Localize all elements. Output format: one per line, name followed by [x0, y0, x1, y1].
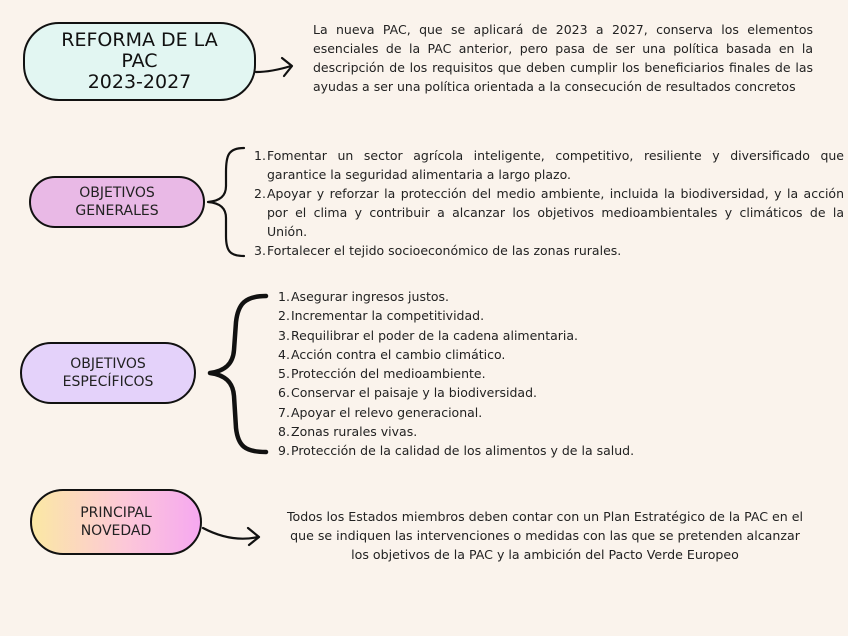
item-number: 3. [254, 243, 266, 258]
general-objectives-node: OBJETIVOS GENERALES [29, 176, 205, 228]
item-text: Conservar el paisaje y la biodiversidad. [291, 385, 537, 401]
item-number: 2. [254, 186, 266, 201]
novelty-paragraph: Todos los Estados miembros deben contar con un Plan Estratégico de la PAC en el que se indiquen las intervenciones o medidas con las que se pretenden alcanzar los objetivos de la PAC y la ambición del Pacto Verde Europeo [286, 509, 804, 562]
item-text: Protección del medioambiente. [291, 366, 486, 382]
arrow-right-icon [256, 58, 292, 76]
item-number: 9. [278, 443, 290, 459]
item-text: Requilibrar el poder de la cadena alimentaria. [291, 327, 579, 343]
title-node: REFORMA DE LA PAC 2023-2027 [23, 22, 256, 101]
item-text: Fortalecer el tejido socioeconómico de las zonas rurales. [267, 243, 622, 258]
item-number: 3. [278, 327, 290, 343]
item-number: 5. [278, 366, 290, 382]
specific-objectives-node: OBJETIVOS ESPECÍFICOS [20, 342, 196, 404]
novelty-node: PRINCIPAL NOVEDAD [30, 489, 202, 555]
item-number: 8. [278, 424, 290, 440]
intro-paragraph: La nueva PAC, que se aplicará de 2023 a 2027, conserva los elementos esenciales de la PAC anterior, pero pasa de ser una política basada en la descripción de los requisitos que deben cumplir los beneficiarios finales de las ayudas a ser una política orientada a la consecución de resultados concretos [313, 22, 813, 94]
brace-icon [208, 148, 244, 256]
item-text: Protección de la calidad de los alimentos y de la salud. [291, 443, 635, 459]
item-text: Acción contra el cambio climático. [291, 346, 506, 362]
brace-icon [210, 296, 266, 452]
item-number: 2. [278, 308, 290, 324]
item-number: 1. [254, 148, 266, 163]
item-text: Zonas rurales vivas. [291, 424, 418, 440]
item-text: Apoyar el relevo generacional. [291, 404, 483, 420]
item-number: 7. [278, 404, 290, 420]
item-text: Fomentar un sector agrícola inteligente, competitivo, resiliente y diversificado que garantice la seguridad alimentaria a largo plazo. [267, 148, 844, 182]
arrow-right-icon [203, 528, 259, 545]
item-number: 1. [278, 289, 290, 304]
item-text: Asegurar ingresos justos. [291, 289, 449, 304]
item-text: Incrementar la competitividad. [291, 308, 485, 324]
item-number: 4. [278, 346, 290, 362]
item-number: 6. [278, 385, 290, 401]
item-text: Apoyar y reforzar la protección del medio ambiente, incluida la biodiversidad, y la acción por el clima y contribuir a alcanzar los objetivos medioambientales y climáticos de la Unión. [267, 186, 844, 239]
